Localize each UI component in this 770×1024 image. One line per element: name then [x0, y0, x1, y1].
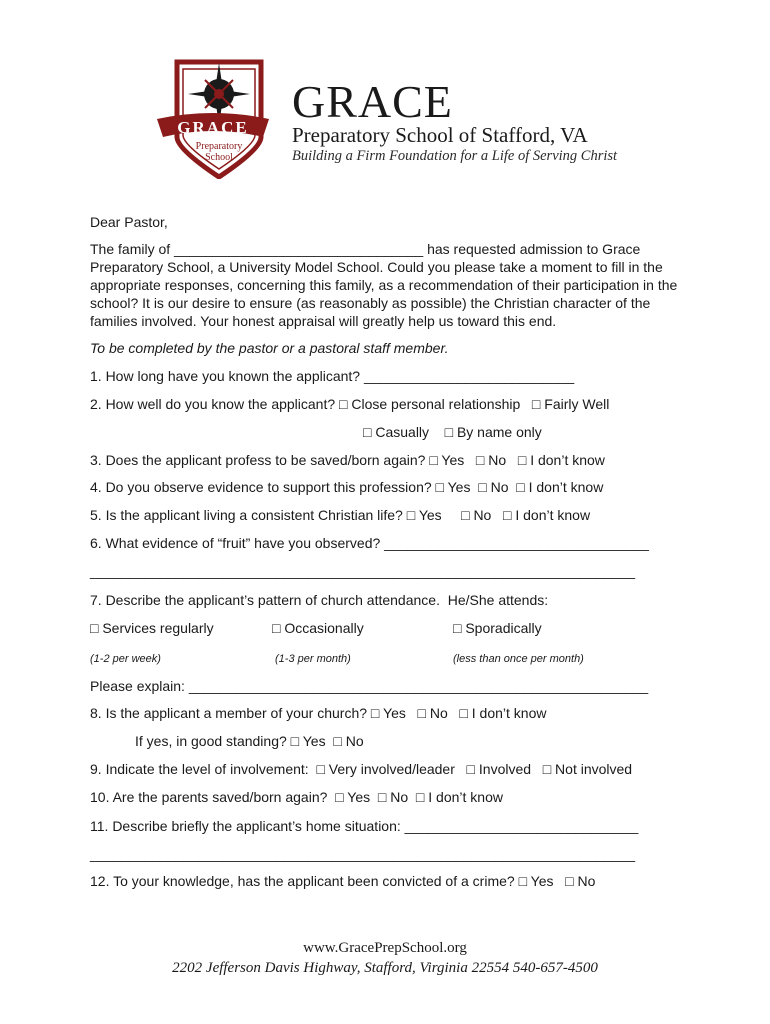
org-name: GRACE [292, 76, 453, 127]
question-11-answer-line[interactable]: ______________________________________________________________________ [90, 846, 636, 862]
question-9[interactable]: 9. Indicate the level of involvement: □ Very involved/leader □ Involved □ Not involved [90, 761, 633, 777]
instruction-text: To be completed by the pastor or a pastoral staff member. [90, 340, 449, 356]
footer-address: 2202 Jefferson Davis Highway, Stafford, Virginia 22554 540-657-4500 [172, 960, 598, 976]
question-3[interactable]: 3. Does the applicant profess to be saved/born again? □ Yes □ No □ I don’t know [90, 452, 605, 468]
q7-explain[interactable]: Please explain: ___________________________________________________________ [90, 678, 649, 694]
question-4[interactable]: 4. Do you observe evidence to support this profession? □ Yes □ No □ I don’t know [90, 479, 604, 495]
crest-banner-text: GRACE [177, 118, 249, 137]
greeting: Dear Pastor, [90, 214, 168, 230]
question-6[interactable]: 6. What evidence of “fruit” have you observed? __________________________________ [90, 535, 649, 551]
q7-option-regularly[interactable]: □ Services regularly [90, 620, 214, 636]
q7-sub-occasionally: (1-3 per month) [275, 653, 351, 665]
school-crest-logo [155, 57, 269, 179]
question-12[interactable]: 12. To your knowledge, has the applicant been convicted of a crime? □ Yes □ No [90, 873, 596, 889]
q7-sub-regularly: (1-2 per week) [90, 653, 161, 665]
question-11[interactable]: 11. Describe briefly the applicant’s home situation: ______________________________ [90, 818, 639, 834]
question-2[interactable]: 2. How well do you know the applicant? □ Close personal relationship □ Fairly Well [90, 396, 610, 412]
question-5[interactable]: 5. Is the applicant living a consistent Christian life? □ Yes □ No □ I don’t know [90, 507, 591, 523]
q7-option-sporadically[interactable]: □ Sporadically [453, 620, 542, 636]
question-6-answer-line[interactable]: ______________________________________________________________________ [90, 563, 636, 579]
crest-text-2: School [205, 152, 233, 163]
question-7: 7. Describe the applicant’s pattern of church attendance. He/She attends: [90, 592, 549, 608]
q7-option-occasionally[interactable]: □ Occasionally [272, 620, 364, 636]
question-8[interactable]: 8. Is the applicant a member of your church? □ Yes □ No □ I don’t know [90, 705, 547, 721]
q7-sub-sporadically: (less than once per month) [453, 653, 584, 665]
question-10[interactable]: 10. Are the parents saved/born again? □ Yes □ No □ I don’t know [90, 789, 503, 805]
question-2-options[interactable]: □ Casually □ By name only [363, 424, 542, 440]
question-1[interactable]: 1. How long have you known the applicant? ___________________________ [90, 368, 575, 384]
question-8-standing[interactable]: If yes, in good standing? □ Yes □ No [135, 733, 364, 749]
org-tagline: Building a Firm Foundation for a Life of Serving Christ [292, 148, 618, 164]
intro-paragraph: The family of ________________________________ has requested admission to Grace Preparatory School, a University Model School. Could you please take a moment to fill in the appropriate responses, concerning this family, as a recommendation of their participation in the school? It is our desire to ensure (as reasonably as possible) the Christian character of the families involved. Your honest appraisal will greatly help us toward this end. [90, 241, 678, 329]
org-subtitle: Preparatory School of Stafford, VA [292, 123, 588, 147]
crest-text-1: Preparatory [195, 141, 243, 152]
footer-website: www.GracePrepSchool.org [303, 940, 467, 956]
letterhead [155, 57, 635, 182]
